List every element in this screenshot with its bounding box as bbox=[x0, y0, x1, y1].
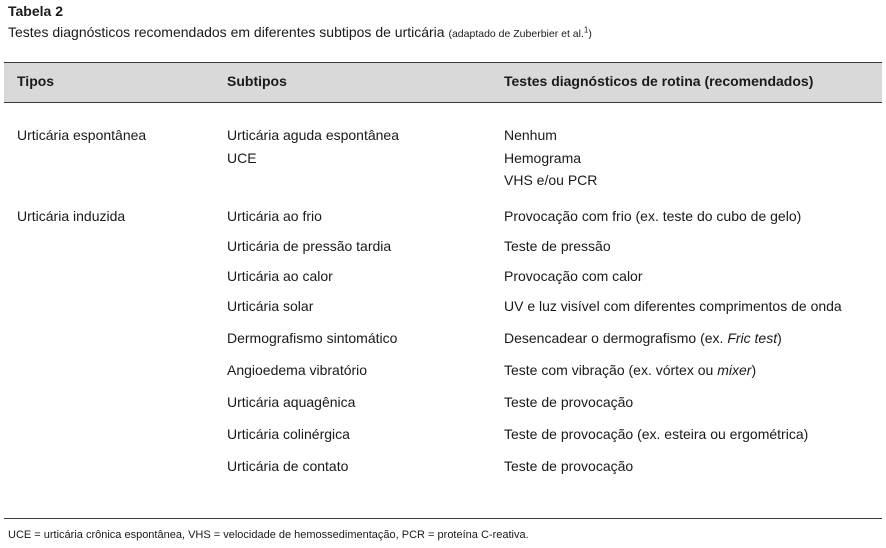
test-cell: UV e luz visível com diferentes comprimentos de onda bbox=[504, 298, 842, 314]
subtype-cell: Urticária ao calor bbox=[227, 268, 333, 284]
column-header-subtypes: Subtipos bbox=[227, 73, 287, 89]
caption-main: Testes diagnósticos recomendados em diferentes subtipos de urticária bbox=[8, 24, 445, 40]
test-emphasis: mixer bbox=[717, 362, 752, 378]
column-header-types: Tipos bbox=[17, 73, 55, 89]
test-cell: Nenhum bbox=[504, 127, 557, 143]
subtype-cell: Dermografismo sintomático bbox=[227, 330, 398, 346]
test-cell: Teste com vibração (ex. vórtex ou mixer) bbox=[504, 362, 757, 378]
test-cell: Teste de pressão bbox=[504, 238, 611, 254]
subtype-cell: UCE bbox=[227, 150, 257, 166]
test-cell: Desencadear o dermografismo (ex. Fric test) bbox=[504, 330, 782, 346]
table-label: Tabela 2 bbox=[8, 3, 63, 19]
subtype-cell: Urticária solar bbox=[227, 298, 314, 314]
type-cell-spontaneous: Urticária espontânea bbox=[17, 127, 147, 143]
test-cell: Hemograma bbox=[504, 150, 582, 166]
subtype-cell: Urticária aquagênica bbox=[227, 394, 356, 410]
test-cell: Teste de provocação bbox=[504, 458, 634, 474]
test-cell: Teste de provocação (ex. esteira ou ergométrica) bbox=[504, 426, 809, 442]
test-cell: Provocação com calor bbox=[504, 268, 643, 284]
test-cell: Provocação com frio (ex. teste do cubo de gelo) bbox=[504, 208, 802, 224]
test-cell: VHS e/ou PCR bbox=[504, 172, 598, 188]
table-bottom-rule bbox=[4, 518, 882, 519]
test-emphasis: Fric test bbox=[727, 330, 778, 346]
subtype-cell: Urticária de pressão tardia bbox=[227, 238, 392, 254]
type-cell-induced: Urticária induzida bbox=[17, 208, 126, 224]
subtype-cell: Urticária aguda espontânea bbox=[227, 127, 400, 143]
subtype-cell: Urticária colinérgica bbox=[227, 426, 350, 442]
caption-source: (adaptado de Zuberbier et al.$^1$) bbox=[448, 25, 592, 40]
subtype-cell: Urticária de contato bbox=[227, 458, 349, 474]
test-cell: Teste de provocação bbox=[504, 394, 634, 410]
subtype-cell: Urticária ao frio bbox=[227, 208, 322, 224]
subtype-cell: Angioedema vibratório bbox=[227, 362, 368, 378]
column-header-tests: Testes diagnósticos de rotina (recomendados) bbox=[504, 73, 814, 89]
table-caption bbox=[8, 24, 592, 40]
table-footnote: UCE = urticária crônica espontânea, VHS = velocidade de hemossedimentação, PCR = proteína C-reativa. bbox=[8, 529, 529, 541]
caption-reference: 1 bbox=[583, 25, 589, 35]
